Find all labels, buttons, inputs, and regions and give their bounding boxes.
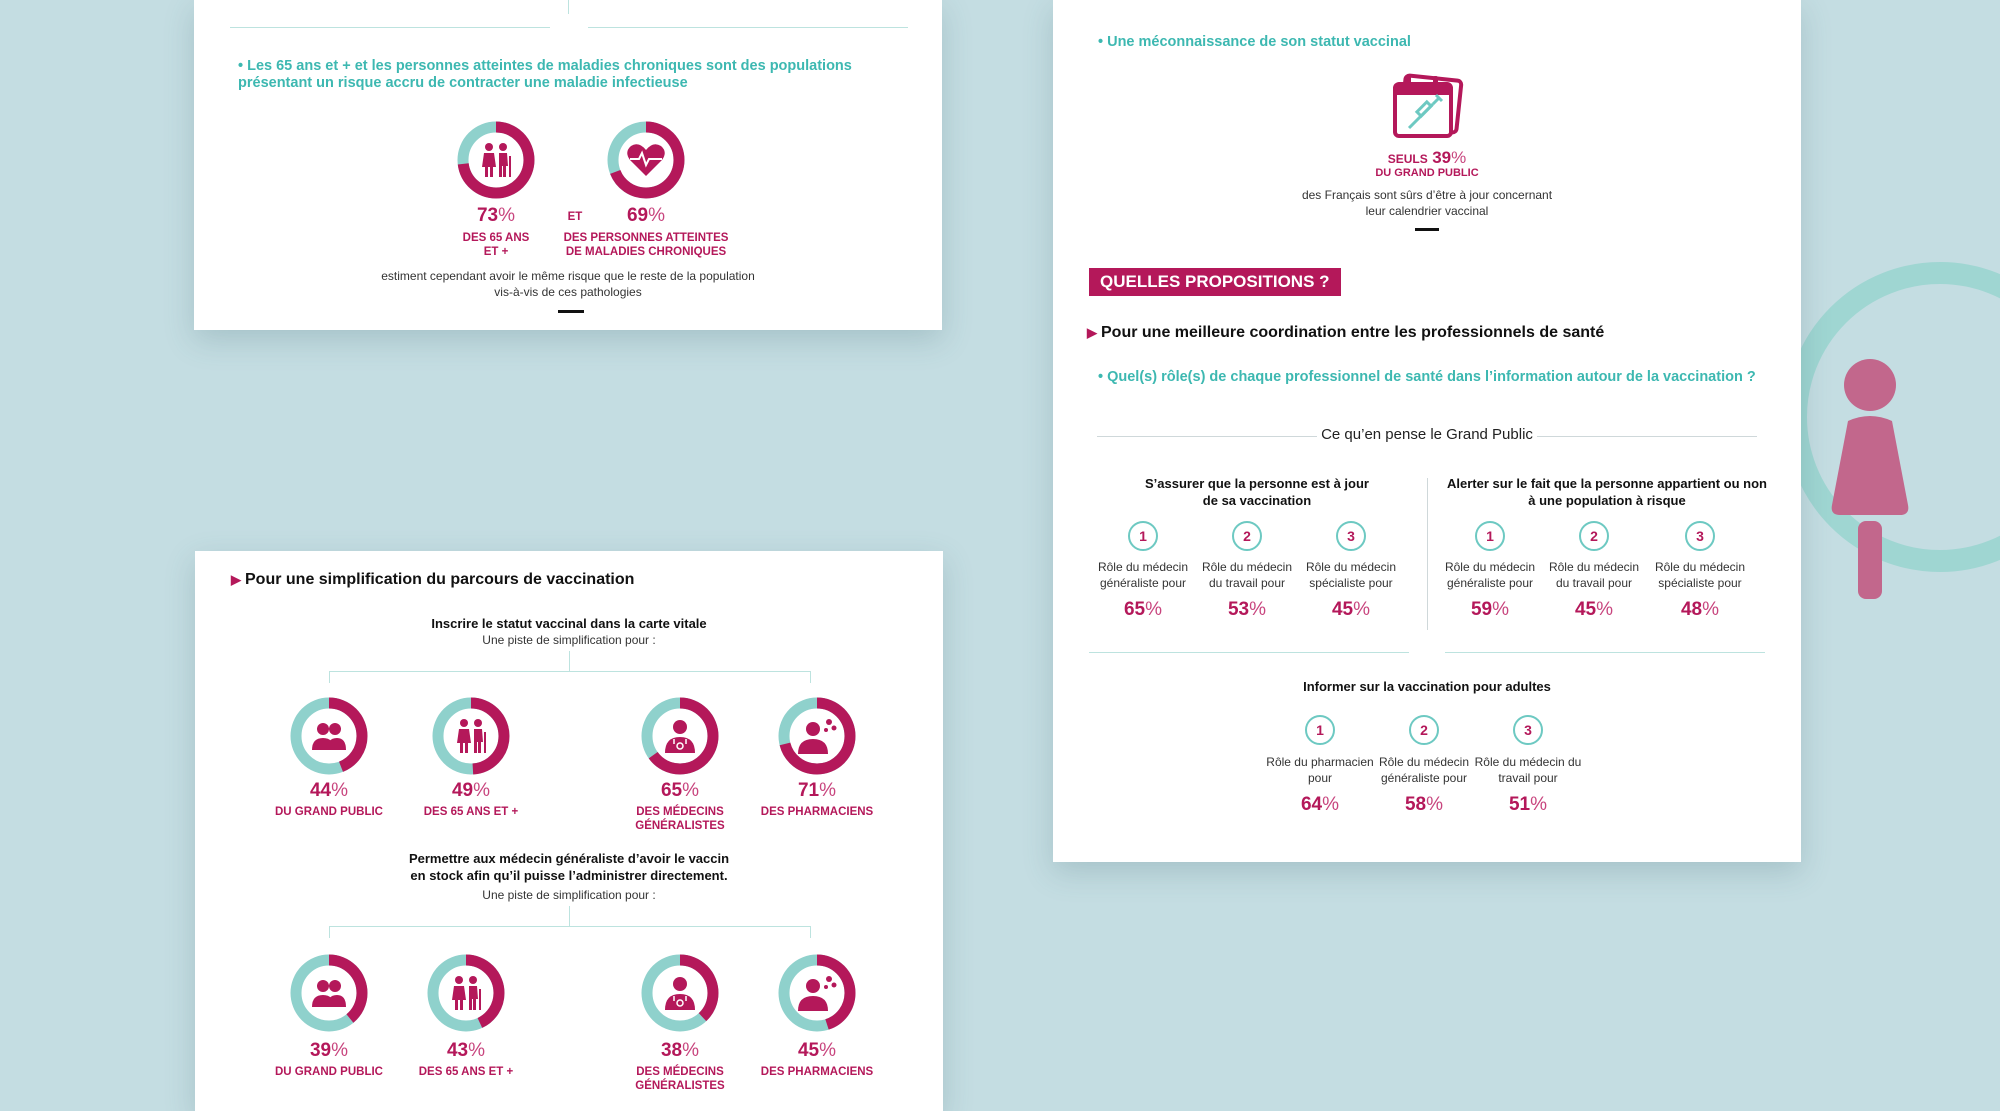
pharmacist-icon (795, 714, 839, 763)
woman-figure-icon (1828, 355, 1912, 605)
group-right-title: Alerter sur le fait que la personne appartient ou non à une population à risque (1447, 476, 1767, 508)
block1-subtitle: Une piste de simplification pour : (482, 633, 656, 647)
left-specialiste-value: 45% (1331, 599, 1371, 620)
rank-2-badge: 2 (1232, 521, 1262, 551)
statut-bullet: • Une méconnaissance de son statut vaccinal (1098, 34, 1411, 50)
b2-pharmaciens-value: 45% (797, 1040, 837, 1061)
tree-connector (329, 671, 330, 683)
people-icon (309, 973, 349, 1018)
bottom-pharmacien-value: 64% (1300, 794, 1340, 815)
block1-title: Inscrire le statut vaccinal dans la carte vitale (431, 616, 707, 631)
tree-connector (329, 926, 330, 938)
b1-medecins-label: DES MÉDECINS GÉNÉRALISTES (635, 806, 725, 832)
b2-grand-public-value: 39% (309, 1040, 349, 1061)
doctor-icon (660, 973, 700, 1018)
divider (230, 27, 550, 28)
card-risk-populations (194, 0, 942, 330)
block2-title: Permettre aux médecin généraliste d’avoir le vaccin en stock afin qu’il puisse l’administrer directement. (408, 851, 730, 883)
group-separator (1427, 478, 1428, 630)
card-simplification (195, 551, 943, 1111)
risk-bullet: • Les 65 ans et + et les personnes atteintes de maladies chroniques sont des populations présentant un risque accru de contracter une maladie infectieuse (238, 58, 852, 91)
b2-65ans-value: 43% (446, 1040, 486, 1061)
heart-pulse-icon (624, 138, 668, 182)
stat-65ans-value: 73% (476, 205, 516, 226)
b2-medecins-label: DES MÉDECINS GÉNÉRALISTES (635, 1066, 725, 1092)
tree-connector (329, 926, 811, 927)
rank-2-badge: 2 (1579, 521, 1609, 551)
stat-65ans-label: DES 65 ANS ET + (462, 232, 530, 258)
rank-3-badge: 3 (1336, 521, 1366, 551)
rank-2-badge: 2 (1409, 715, 1439, 745)
b1-medecins-value: 65% (660, 780, 700, 801)
b1-grand-public-label: DU GRAND PUBLIC (275, 806, 383, 818)
rank-3-badge: 3 (1685, 521, 1715, 551)
role-generaliste: Rôle du médecin généraliste pour (1444, 560, 1536, 590)
rank-1-badge: 1 (1128, 521, 1158, 551)
people-icon (309, 716, 349, 761)
rank-1-badge: 1 (1305, 715, 1335, 745)
right-specialiste-value: 48% (1680, 599, 1720, 620)
b1-65ans-label: DES 65 ANS ET + (423, 806, 519, 818)
coordination-heading: ▶ Pour une meilleure coordination entre les professionnels de santé (1087, 324, 1605, 341)
stat-chroniques-label: DES PERSONNES ATTEINTES DE MALADIES CHRONIQUES (563, 232, 729, 258)
stat-chroniques-value: 69% (626, 205, 666, 226)
group-bottom-title: Informer sur la vaccination pour adultes (1303, 679, 1551, 694)
left-travail-value: 53% (1227, 599, 1267, 620)
divider (1097, 436, 1317, 437)
seuls-text: des Français sont sûrs d’être à jour concernant leur calendrier vaccinal (1301, 188, 1553, 218)
divider (1445, 652, 1765, 653)
risk-caption: estiment cependant avoir le même risque que le reste de la population vis-à-vis de ces pathologies (381, 269, 755, 299)
end-dash (558, 310, 584, 313)
tree-connector (810, 671, 811, 683)
role-generaliste: Rôle du médecin généraliste pour (1378, 755, 1470, 785)
elderly-couple-icon (449, 714, 493, 763)
b2-65ans-label: DES 65 ANS ET + (418, 1066, 514, 1078)
left-generaliste-value: 65% (1123, 599, 1163, 620)
b2-pharmaciens-label: DES PHARMACIENS (760, 1066, 874, 1078)
role-pharmacien: Rôle du pharmacien pour (1266, 755, 1374, 785)
doctor-icon (660, 716, 700, 761)
seuls-sub: DU GRAND PUBLIC (1375, 167, 1479, 179)
b2-grand-public-label: DU GRAND PUBLIC (275, 1066, 383, 1078)
simplification-heading: ▶ Pour une simplification du parcours de vaccination (231, 571, 635, 588)
section-title: Ce qu’en pense le Grand Public (1321, 426, 1533, 443)
bottom-generaliste-value: 58% (1404, 794, 1444, 815)
connector-et: ET (567, 211, 583, 223)
divider (588, 27, 908, 28)
right-generaliste-value: 59% (1470, 599, 1510, 620)
seuls-stat: SEULS 39% (1387, 148, 1467, 167)
propositions-badge: QUELLES PROPOSITIONS ? (1089, 268, 1341, 296)
role-specialiste: Rôle du médecin spécialiste pour (1305, 560, 1397, 590)
tree-connector (569, 906, 570, 926)
right-travail-value: 45% (1574, 599, 1614, 620)
b1-65ans-value: 49% (451, 780, 491, 801)
elderly-couple-icon (444, 971, 488, 1020)
tree-connector (329, 671, 811, 672)
roles-question: • Quel(s) rôle(s) de chaque professionnel de santé dans l’information autour de la vaccination ? (1098, 369, 1756, 385)
b2-medecins-value: 38% (660, 1040, 700, 1061)
role-travail: Rôle du médecin du travail pour (1548, 560, 1640, 590)
divider (1537, 436, 1757, 437)
divider (1089, 652, 1409, 653)
role-generaliste: Rôle du médecin généraliste pour (1097, 560, 1189, 590)
role-travail: Rôle du médecin du travail pour (1201, 560, 1293, 590)
elderly-couple-icon (474, 138, 518, 182)
block2-subtitle: Une piste de simplification pour : (482, 888, 656, 902)
rank-1-badge: 1 (1475, 521, 1505, 551)
role-travail: Rôle du médecin du travail pour (1474, 755, 1582, 785)
tree-connector (569, 651, 570, 671)
rank-3-badge: 3 (1513, 715, 1543, 745)
b1-pharmaciens-label: DES PHARMACIENS (760, 806, 874, 818)
calendar-syringe-icon (1389, 70, 1465, 145)
end-dash (1415, 228, 1439, 231)
tree-connector (810, 926, 811, 938)
bottom-travail-value: 51% (1508, 794, 1548, 815)
role-specialiste: Rôle du médecin spécialiste pour (1654, 560, 1746, 590)
card-propositions (1053, 0, 1801, 862)
b1-pharmaciens-value: 71% (797, 780, 837, 801)
pharmacist-icon (795, 971, 839, 1020)
divider-stub (568, 0, 569, 14)
b1-grand-public-value: 44% (309, 780, 349, 801)
group-left-title: S’assurer que la personne est à jour de sa vaccination (1145, 476, 1369, 508)
